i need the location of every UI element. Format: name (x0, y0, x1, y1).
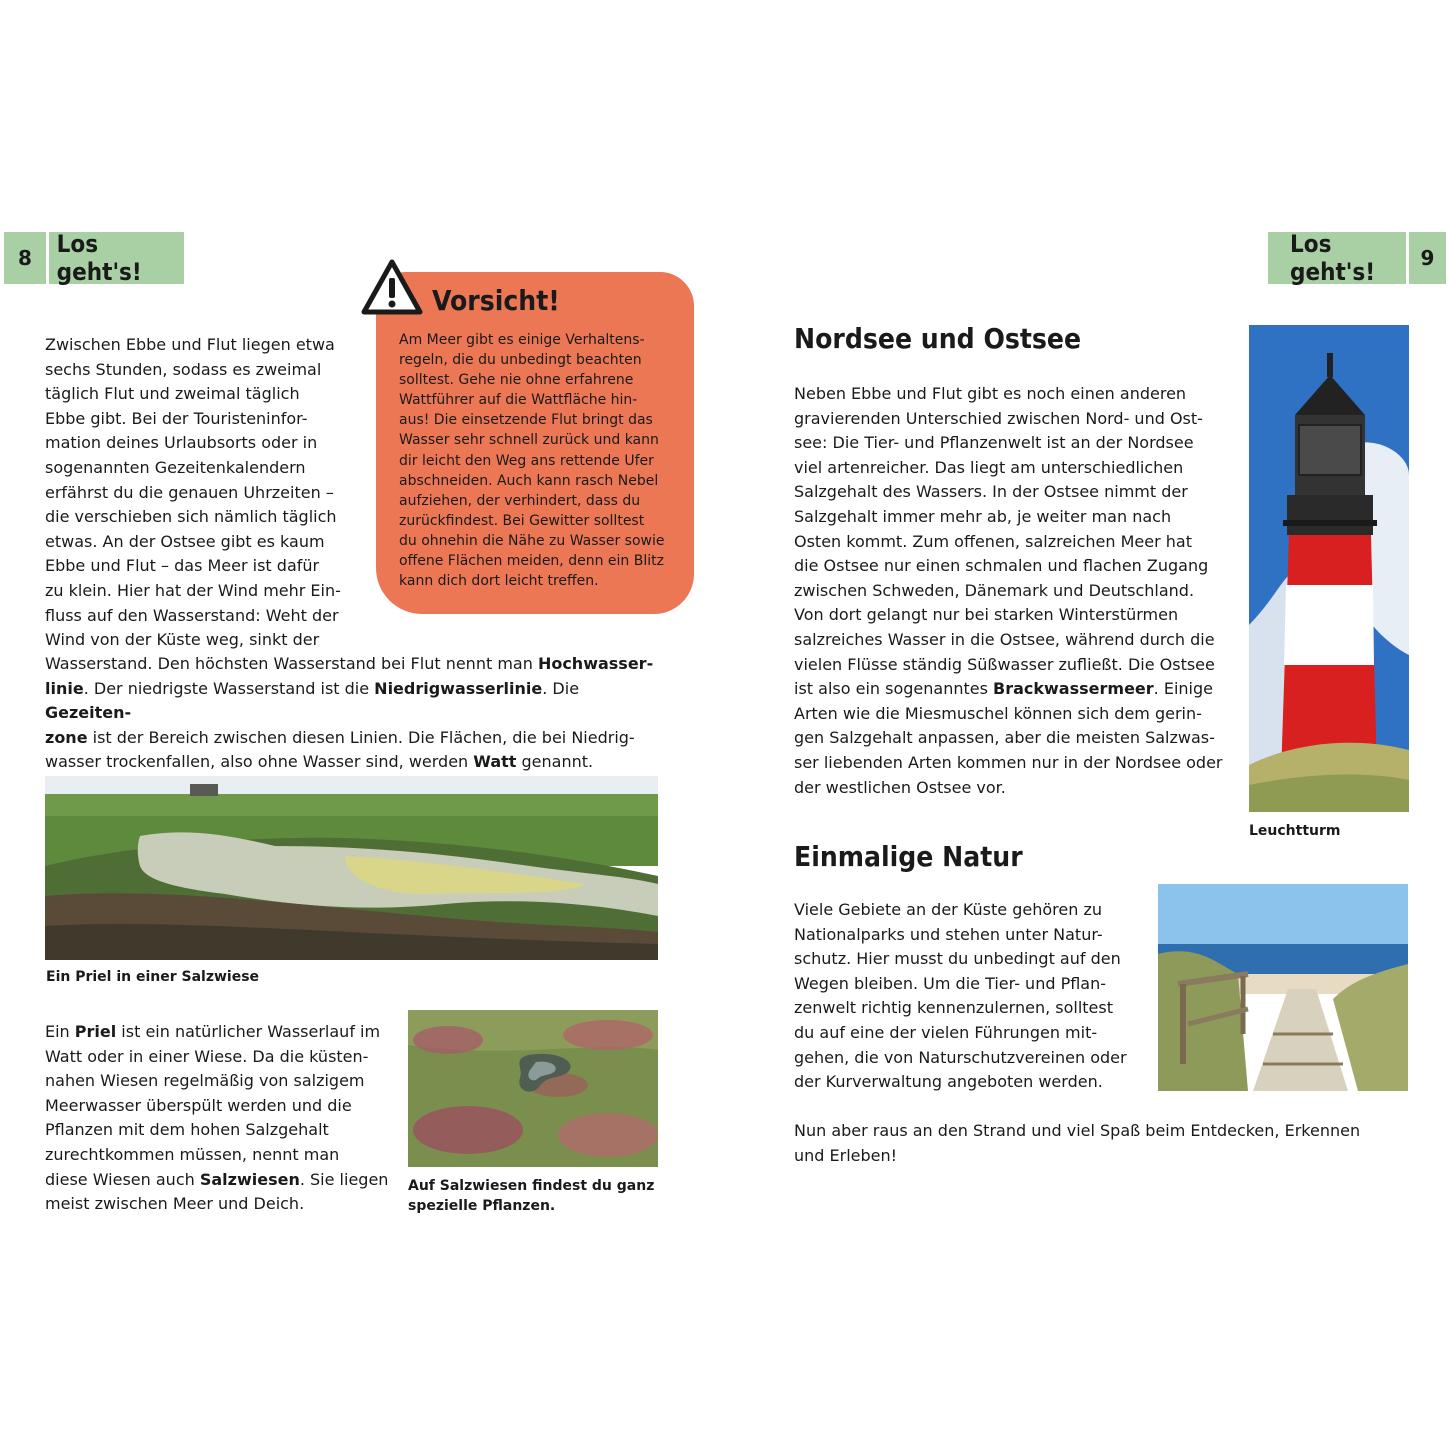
nordsee-paragraph (794, 382, 1234, 800)
closing-paragraph (794, 1119, 1394, 1168)
text-line: Ein Priel ist ein natürlicher Wasserlauf im (45, 1022, 381, 1041)
text-line: mation deines Urlaubsorts oder in (45, 433, 318, 453)
page-header-left (4, 232, 184, 284)
text-line: aufziehen, der verhindert, dass du (399, 492, 641, 509)
caption-line: Auf Salzwiesen findest du ganz (408, 1178, 655, 1194)
text-line: Ebbe gibt. Bei der Touristeninfor- (45, 408, 308, 428)
text-line: Wasser sehr schnell zurück und kann (399, 432, 659, 449)
text-line: die Ostsee nur einen schmalen und flachen Zugang (794, 556, 1209, 576)
text-line: Wasserstand. Den höchsten Wasserstand bei Flut nennt man Hochwasser- (45, 654, 654, 673)
text-line: dir leicht den Weg ans rettende Ufer (399, 452, 654, 469)
text-line: Zwischen Ebbe und Flut liegen etwa (45, 335, 335, 354)
text-line: du auf eine der vielen Führungen mit- (794, 1022, 1098, 1042)
photo-priel (45, 776, 658, 960)
heading-nordsee-ostsee: Nordsee und Ostsee (794, 322, 1082, 355)
text-line: schutz. Hier musst du unbedingt auf den (794, 949, 1121, 969)
heading-einmalige-natur: Einmalige Natur (794, 840, 1023, 873)
text-line: Nun aber raus an den Strand und viel Spaß beim Entdecken, Erkennen (794, 1121, 1361, 1140)
caption-salzwiese (408, 1176, 668, 1216)
text-line: abschneiden. Auch kann rasch Nebel (399, 472, 659, 489)
warning-text (399, 330, 684, 591)
text-line: regeln, die du unbedingt beachten (399, 352, 642, 369)
text-line: see: Die Tier- und Pflanzenwelt ist an der Nordsee (794, 433, 1194, 453)
text-line: Watt oder in einer Wiese. Da die küsten- (45, 1046, 369, 1066)
photo-strandweg (1158, 884, 1408, 1091)
text-line: Am Meer gibt es einige Verhaltens- (399, 332, 645, 348)
text-line: meist zwischen Meer und Deich. (45, 1194, 305, 1214)
intro-paragraph-wide (45, 652, 665, 775)
text-line: die verschieben sich nämlich täglich (45, 507, 337, 527)
priel-paragraph (45, 1020, 390, 1217)
text-line: zurückfindest. Bei Gewitter solltest (399, 512, 645, 529)
text-line: Arten wie die Miesmuschel können sich dem gerin- (794, 703, 1202, 723)
text-line: du ohnehin die Nähe zu Wasser sowie (399, 532, 665, 549)
caption-priel: Ein Priel in einer Salzwiese (46, 969, 260, 985)
text-line: salzreiches Wasser in die Ostsee, während durch die (794, 629, 1215, 649)
term-gezeitenzone: Gezeiten- (45, 703, 132, 723)
text-line: sogenannten Gezeitenkalendern (45, 457, 306, 477)
term-brackwassermeer: Brackwassermeer (993, 679, 1154, 699)
text-line: zu klein. Hier hat der Wind mehr Ein- (45, 580, 341, 600)
text-line: linie. Der niedrigste Wasserstand ist die Niedrigwasserlinie. Die Gezeiten- (45, 678, 580, 723)
text-line: wasser trockenfallen, also ohne Wasser sind, werden Watt genannt. (45, 752, 594, 772)
text-line: ser liebenden Arten kommen nur in der Nordsee oder (794, 752, 1223, 772)
warning-triangle-icon (360, 258, 424, 318)
chapter-title-left: Los geht's! (56, 230, 142, 286)
text-line: Von dort gelangt nur bei starken Winterstürmen (794, 605, 1179, 625)
chapter-title-right: Los geht's! (1290, 230, 1376, 286)
page-header-right (1268, 232, 1446, 284)
text-line: nahen Wiesen regelmäßig von salzigem (45, 1071, 365, 1091)
text-line: vielen Flüsse ständig Süßwasser zufließt. Die Ostsee (794, 654, 1215, 674)
text-line: gravierenden Unterschied zwischen Nord- und Ost- (794, 408, 1203, 428)
text-line: Salzgehalt immer mehr ab, je weiter man nach (794, 506, 1172, 526)
intro-paragraph-narrow (45, 333, 345, 653)
text-line: Wegen bleiben. Um die Tier- und Pflan- (794, 973, 1107, 993)
text-line: zwischen Schweden, Dänemark und Deutschland. (794, 580, 1195, 600)
caption-line: spezielle Pflanzen. (408, 1198, 556, 1214)
term-watt: Watt (473, 752, 517, 772)
text-line: Pflanzen mit dem hohen Salzgehalt (45, 1120, 329, 1140)
text-line: zenwelt richtig kennenzulernen, solltest (794, 998, 1114, 1018)
text-line: viel artenreicher. Das liegt am unterschiedlichen (794, 457, 1184, 477)
text-line: erfährst du die genauen Uhrzeiten – (45, 482, 334, 502)
term-priel: Priel (74, 1022, 117, 1041)
text-line: gehen, die von Naturschutzvereinen oder (794, 1047, 1127, 1067)
text-line: Viele Gebiete an der Küste gehören zu (794, 900, 1102, 919)
text-line: zone ist der Bereich zwischen diesen Linien. Die Flächen, die bei Niedrig- (45, 727, 635, 747)
text-line: sechs Stunden, sodass es zweimal (45, 359, 322, 379)
warning-title: Vorsicht! (432, 284, 560, 317)
natur-paragraph (794, 898, 1149, 1095)
text-line: gen Salzgehalt anpassen, aber die meisten Salzwas- (794, 728, 1215, 748)
text-line: Neben Ebbe und Flut gibt es noch einen anderen (794, 384, 1187, 403)
page-number-right: 9 (1420, 246, 1435, 270)
caption-leuchtturm: Leuchtturm (1249, 823, 1341, 839)
text-line: fluss auf den Wasserstand: Weht der (45, 605, 339, 625)
text-line: und Erleben! (794, 1145, 898, 1165)
text-line: der Kurverwaltung angeboten werden. (794, 1072, 1103, 1092)
text-line: Wind von der Küste weg, sinkt der (45, 630, 320, 650)
text-line: kann dich dort leicht treffen. (399, 573, 599, 590)
term-hochwasserlinie: Hochwasser- (537, 654, 654, 673)
photo-salzwiese (408, 1010, 658, 1167)
text-line: täglich Flut und zweimal täglich (45, 384, 300, 404)
text-line: Ebbe und Flut – das Meer ist dafür (45, 556, 320, 576)
text-line: Nationalparks und stehen unter Natur- (794, 924, 1103, 944)
text-line: Meerwasser überspült werden und die (45, 1095, 352, 1115)
text-line: etwas. An der Ostsee gibt es kaum (45, 531, 325, 551)
text-line: zurechtkommen müssen, nennt man (45, 1144, 340, 1164)
photo-leuchtturm (1249, 325, 1409, 812)
page-number-left: 8 (17, 246, 32, 270)
text-line: Salzgehalt des Wassers. In der Ostsee nimmt der (794, 482, 1188, 502)
text-line: solltest. Gehe nie ohne erfahrene (399, 372, 634, 389)
text-line: der westlichen Ostsee vor. (794, 777, 1006, 797)
text-line: offene Flächen meiden, denn ein Blitz (399, 553, 664, 570)
text-line: aus! Die einsetzende Flut bringt das (399, 412, 653, 429)
text-line: Wattführer auf die Wattfläche hin- (399, 392, 638, 409)
term-niedrigwasserlinie: Niedrigwasserlinie (374, 678, 543, 698)
term-salzwiesen: Salzwiesen (199, 1169, 300, 1189)
text-line: diese Wiesen auch Salzwiesen. Sie liegen (45, 1169, 389, 1189)
text-line: Osten kommt. Zum offenen, salzreichen Meer hat (794, 531, 1192, 551)
text-line: ist also ein sogenanntes Brackwassermeer. Einige (794, 679, 1213, 699)
